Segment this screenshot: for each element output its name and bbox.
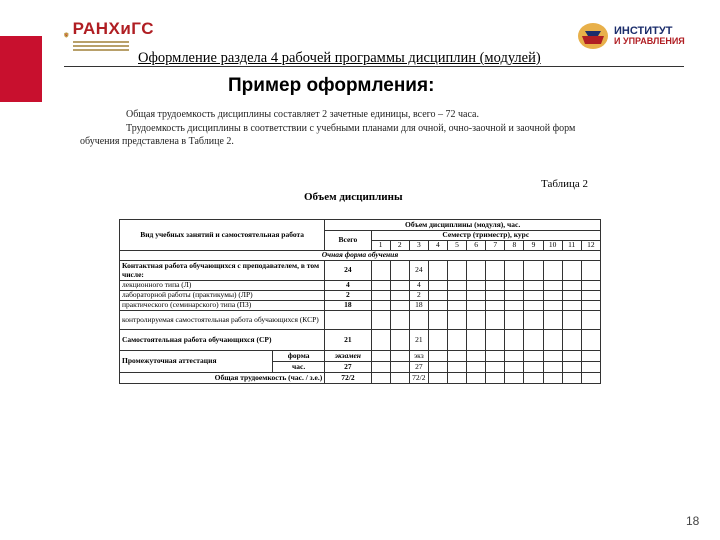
page-number: 18 bbox=[686, 514, 700, 528]
form-of-study-row: Очная форма обучения bbox=[120, 251, 601, 261]
attestation-label: Промежуточная аттестация bbox=[120, 351, 273, 373]
ranepa-logo bbox=[64, 18, 154, 52]
table-row bbox=[120, 281, 601, 291]
header-divider bbox=[64, 66, 684, 67]
total-total: 72/2 bbox=[325, 373, 371, 384]
header-semester: Семестр (триместр), курс bbox=[371, 231, 600, 241]
row-label: Контактная работа обучающихся с преподавателем, в том числе: bbox=[120, 261, 325, 281]
table-row bbox=[120, 291, 601, 301]
ranepa-logo-text: РАНХиГС bbox=[72, 18, 154, 38]
attestation-form-label: форма bbox=[272, 351, 324, 362]
table-row bbox=[120, 261, 601, 281]
attestation-hours-semester-3: 27 bbox=[409, 362, 428, 373]
semester-number: 5 bbox=[447, 241, 466, 251]
red-accent-bar bbox=[0, 36, 42, 102]
institute-emblem-icon bbox=[576, 21, 610, 51]
total-label: Общая трудоемкость (час. / з.е.) bbox=[120, 373, 325, 384]
semester-number: 4 bbox=[428, 241, 447, 251]
attestation-hours-label: час. bbox=[272, 362, 324, 373]
row-label: лабораторной работы (практикумы) (ЛР) bbox=[120, 291, 325, 301]
row-semester-3: 18 bbox=[409, 301, 428, 311]
row-semester-3: 24 bbox=[409, 261, 428, 281]
row-total: 21 bbox=[325, 330, 371, 351]
row-semester-3: 2 bbox=[409, 291, 428, 301]
row-semester-3: 4 bbox=[409, 281, 428, 291]
institute-logo-line1: ИНСТИТУТ bbox=[614, 25, 673, 37]
semester-number: 10 bbox=[543, 241, 562, 251]
row-total: 2 bbox=[325, 291, 371, 301]
table-row bbox=[120, 351, 601, 362]
example-title: Пример оформления: bbox=[228, 75, 435, 96]
row-semester-3 bbox=[409, 311, 428, 330]
semester-number: 8 bbox=[505, 241, 524, 251]
ranepa-logo-subtitle bbox=[73, 39, 154, 51]
paragraph-workload: Общая трудоемкость дисциплины составляет 2 зачетные единицы, всего – 72 часа. bbox=[126, 109, 479, 120]
table-row bbox=[120, 373, 601, 384]
row-total: 18 bbox=[325, 301, 371, 311]
semester-number: 3 bbox=[409, 241, 428, 251]
discipline-volume-table bbox=[119, 219, 601, 384]
row-total: 24 bbox=[325, 261, 371, 281]
semester-number: 12 bbox=[581, 241, 600, 251]
row-total bbox=[325, 311, 371, 330]
table-row bbox=[120, 311, 601, 330]
institute-logo-line2: И УПРАВЛЕНИЯ bbox=[614, 36, 685, 46]
header-activity: Вид учебных занятий и самостоятельная работа bbox=[120, 220, 325, 251]
semester-number: 11 bbox=[562, 241, 581, 251]
semester-number: 2 bbox=[390, 241, 409, 251]
institute-logo bbox=[576, 20, 706, 52]
table-caption: Таблица 2 bbox=[541, 178, 589, 190]
row-label: контролируемая самостоятельная работа обучающихся (КСР) bbox=[120, 311, 325, 330]
attestation-form-semester-3: экз bbox=[409, 351, 428, 362]
semester-number: 6 bbox=[467, 241, 486, 251]
attestation-hours-total: 27 bbox=[325, 362, 371, 373]
row-label: Самостоятельная работа обучающихся (СР) bbox=[120, 330, 325, 351]
header-total: Всего bbox=[325, 231, 371, 251]
total-semester-3: 72/2 bbox=[409, 373, 428, 384]
semester-number: 9 bbox=[524, 241, 543, 251]
header-volume: Объем дисциплины (модуля), час. bbox=[325, 220, 601, 231]
attestation-form-total: экзамен bbox=[325, 351, 371, 362]
slide-title: Оформление раздела 4 рабочей программы дисциплин (модулей) bbox=[138, 50, 541, 66]
eagle-emblem-icon bbox=[64, 20, 69, 50]
table-title: Объем дисциплины bbox=[304, 191, 403, 203]
row-total: 4 bbox=[325, 281, 371, 291]
row-label: практического (семинарского) типа (ПЗ) bbox=[120, 301, 325, 311]
table-row bbox=[120, 301, 601, 311]
table-row bbox=[120, 330, 601, 351]
body-paragraphs bbox=[80, 108, 600, 149]
semester-number: 1 bbox=[371, 241, 390, 251]
row-semester-3: 21 bbox=[409, 330, 428, 351]
row-label: лекционного типа (Л) bbox=[120, 281, 325, 291]
paragraph-table-reference: Трудоемкость дисциплины в соответствии с учебными планами для очной, очно-заочной и заочной форм обучения представлена в Таблице 2. bbox=[80, 122, 576, 147]
semester-number: 7 bbox=[486, 241, 505, 251]
